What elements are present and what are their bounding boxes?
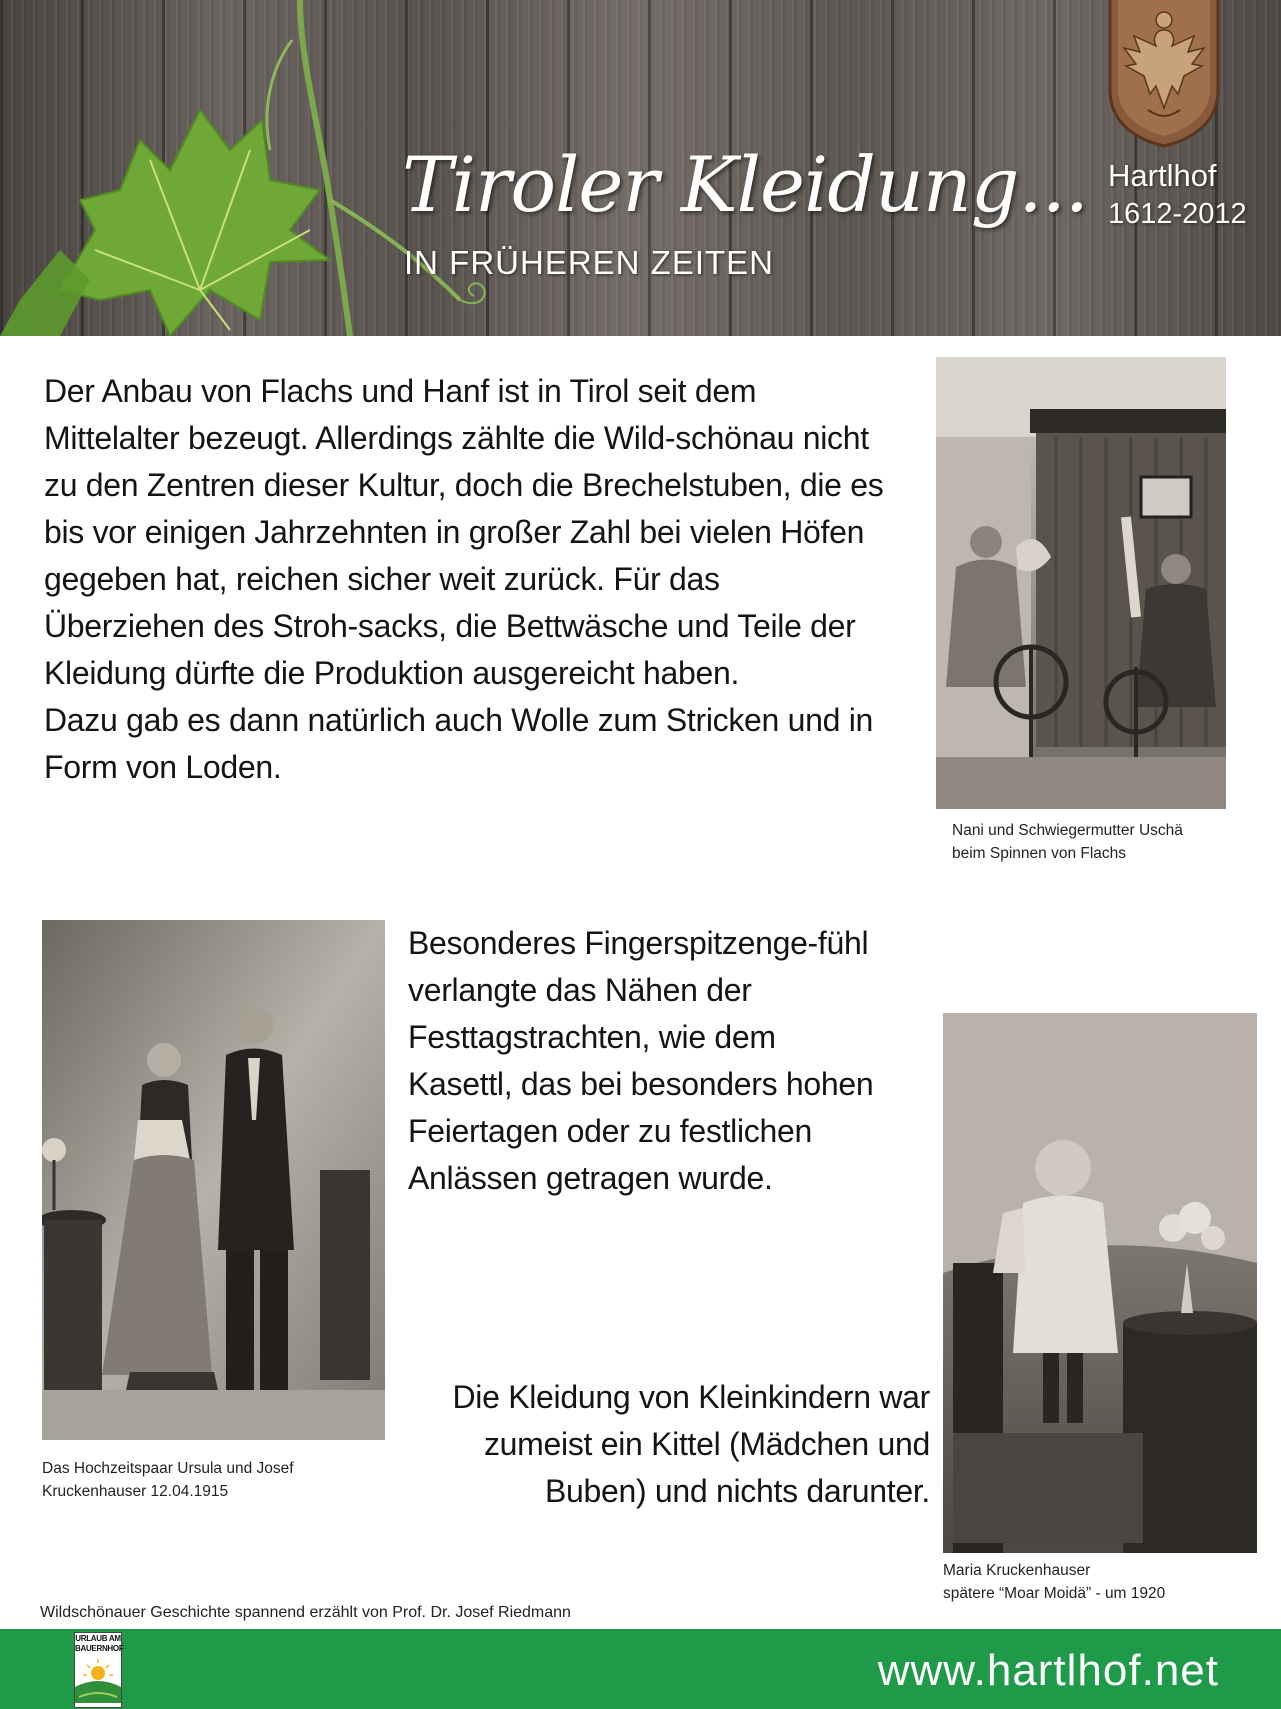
website-link[interactable]: www.hartlhof.net	[877, 1646, 1219, 1695]
urlaub-am-bauernhof-logo	[74, 1632, 122, 1708]
tyrolean-eagle-crest-icon	[1104, 0, 1224, 148]
logo-line1: URLAUB AM	[75, 1634, 121, 1643]
logo-line2: BAUERNHOF	[75, 1644, 124, 1653]
intro-text-2: Dazu gab es dann natürlich auch Wolle zum Stricken und in Form von Loden.	[44, 702, 874, 785]
page-subtitle: IN FRÜHEREN ZEITEN	[404, 244, 775, 281]
caption-child-line2: spätere “Moar Moidä” - um 1920	[943, 1585, 1166, 1602]
caption-child	[943, 1559, 1165, 1605]
festive-paragraph: Besonderes Fingerspitzenge-fühl verlangte das Nähen der Festtagstrachten, wie dem Kasettl, das bei besonders hohen Feiertagen oder zu festlichen Anlässen getragen wurde.	[408, 925, 874, 1196]
caption-spinning-line1: Nani und Schwiegermutter Uschä	[952, 822, 1183, 839]
photo-wedding	[42, 920, 385, 1440]
page-title: Tiroler Kleidung...	[402, 140, 1088, 229]
caption-spinning-line2: beim Spinnen von Flachs	[952, 845, 1127, 862]
intro-paragraph	[44, 368, 884, 791]
caption-wedding-line1: Das Hochzeitspaar Ursula und Josef	[42, 1460, 294, 1477]
caption-spinning	[952, 819, 1183, 865]
children-paragraph: Die Kleidung von Kleinkindern war zumeist ein Kittel (Mädchen und Buben) und nichts darunter.	[452, 1379, 930, 1509]
header-banner	[0, 0, 1281, 336]
farm-landscape-icon	[75, 1653, 121, 1703]
caption-child-line1: Maria Kruckenhauser	[943, 1562, 1091, 1579]
farm-name: Hartlhof	[1108, 158, 1217, 193]
author-credit: Wildschönauer Geschichte spannend erzählt von Prof. Dr. Josef Riedmann	[40, 1604, 571, 1621]
farm-years: 1612-2012	[1108, 198, 1247, 230]
caption-wedding-line2: Kruckenhauser 12.04.1915	[42, 1483, 229, 1500]
photo-child	[943, 1013, 1257, 1553]
photo-spinning	[936, 357, 1226, 809]
caption-wedding	[42, 1457, 294, 1503]
intro-text: Der Anbau von Flachs und Hanf ist in Tirol seit dem Mittelalter bezeugt. Allerdings zählte die Wild-schönau nicht zu den Zentren dieser Kultur, doch die Brechelstuben, die es bis vor einigen Jahrzehnten in großer Zahl bei vielen Höfen gegeben hat, reichen sicher weit zurück. Für das Überziehen des Stroh-sacks, die Bettwäsche und Teile der Kleidung dürfte die Produktion ausgereicht haben.	[44, 373, 884, 691]
